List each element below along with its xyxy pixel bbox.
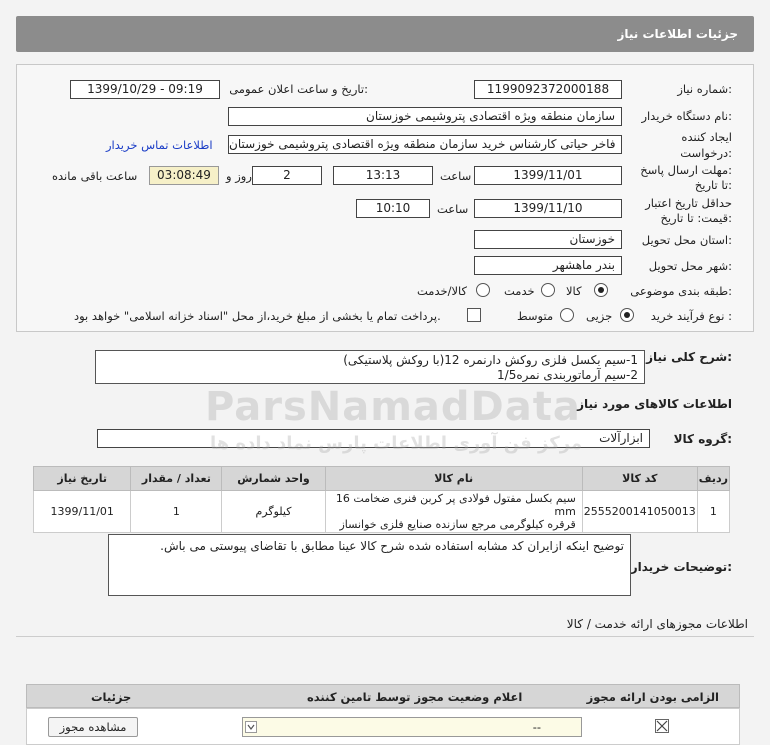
row-qty: 1 [131, 491, 222, 533]
row-unit: کیلوگرم [222, 491, 325, 533]
buyer-org-field: سازمان منطقه ویژه اقتصادی پتروشیمی خوزستان [228, 107, 622, 126]
watermark-subtext: مرکز فن آوری اطلاعات پارس نماد داده ها [210, 433, 583, 454]
row-date: 1399/11/01 [34, 491, 131, 533]
need-number-field: 1199092372000188 [474, 80, 622, 99]
deadline-date-field: 1399/11/01 [474, 166, 622, 185]
buyer-org-label: نام دستگاه خریدار: [641, 109, 732, 123]
deadline-label-1: مهلت ارسال پاسخ: [640, 163, 732, 177]
category-radio-service[interactable] [541, 283, 555, 297]
category-option-service: خدمت [504, 284, 535, 298]
remaining-timer: 03:08:49 [149, 166, 219, 185]
goods-group-field: ابزارآلات [97, 429, 650, 448]
divider [16, 636, 754, 637]
summary-label: شرح کلی نیاز: [646, 350, 732, 364]
col-unit: واحد شمارش [222, 467, 325, 491]
required-checkbox [655, 719, 669, 733]
goods-group-label: گروه کالا: [673, 432, 732, 446]
buyer-contact-link[interactable]: اطلاعات تماس خریدار [106, 138, 213, 152]
permits-col-status: اعلام وضعیت مجوز توسط تامین کننده [307, 690, 523, 704]
col-qty: تعداد / مقدار [131, 467, 222, 491]
summary-line-1: 1-سیم بکسل فلزی روکش دارنمره 12(با روکش پلاستیکی) [343, 353, 638, 367]
validity-date-field: 1399/11/10 [474, 199, 622, 218]
process-radio-medium[interactable] [560, 308, 574, 322]
table-row [34, 491, 730, 533]
treasury-payment-note: پرداخت تمام یا بخشی از مبلغ خرید،از محل "اسناد خزانه اسلامی" خواهد بود. [74, 309, 441, 323]
category-label: طبقه بندی موضوعی: [630, 284, 732, 298]
watermark-text: ParsNamadData [205, 384, 581, 430]
city-field: بندر ماهشهر [474, 256, 622, 275]
announce-field: 1399/10/29 - 09:19 [70, 80, 220, 99]
col-index: ردیف [697, 467, 729, 491]
col-code: کد کالا [582, 467, 697, 491]
col-name: نام کالا [325, 467, 582, 491]
process-option-minor: جزیی [586, 309, 613, 323]
row-index: 1 [697, 491, 729, 533]
province-field: خوزستان [474, 230, 622, 249]
permits-col-details: جزئیات [91, 690, 132, 704]
permit-status-value: -- [532, 720, 541, 734]
category-option-goods-service: کالا/خدمت [417, 284, 468, 298]
buyer-notes-box: توضیح اینکه ازایران کد مشابه استفاده شده شرح کالا عینا مطابق با تقاضای پیوستی می باش. [108, 534, 631, 596]
remaining-label: ساعت باقی مانده [52, 169, 138, 183]
validity-time-field: 10:10 [356, 199, 430, 218]
col-date: تاریخ نیاز [34, 467, 131, 491]
creator-field: فاخر حیاتی کارشناس خرید سازمان منطقه ویژه اقتصادی پتروشیمی خوزستان [228, 135, 622, 154]
permits-table-header [26, 684, 740, 708]
row-name-line-2: قرقره کیلوگرمی مرجع سازنده صنایع فلزی خوانساز [339, 518, 576, 531]
deadline-label-2: تا تاریخ: [694, 178, 732, 192]
validity-label-2: قیمت: تا تاریخ: [660, 211, 732, 225]
treasury-payment-checkbox[interactable] [467, 308, 481, 322]
summary-line-2: 2-سیم آرماتوربندی نمره1/5 [497, 368, 638, 382]
city-label: شهر محل تحویل: [648, 259, 732, 273]
goods-table [33, 466, 730, 533]
need-number-label: شماره نیاز: [677, 82, 732, 96]
category-radio-goods[interactable] [594, 283, 608, 297]
category-option-goods: کالا [566, 284, 582, 298]
view-permit-button[interactable]: مشاهده مجوز [48, 717, 138, 737]
goods-section-title: اطلاعات کالاهای مورد نیاز [577, 397, 732, 411]
process-radio-minor[interactable] [620, 308, 634, 322]
row-code: 2555200141050013 [582, 491, 697, 533]
row-name-line-1: سیم بکسل مفتول فولادی پر کربن فنری ضخامت 16 mm [335, 492, 576, 518]
permits-col-required: الزامی بودن ارائه مجوز [586, 690, 719, 704]
permits-row [26, 708, 740, 745]
days-label: روز و [226, 169, 252, 183]
permit-status-select[interactable] [242, 717, 582, 737]
row-name [325, 491, 582, 533]
permits-title: اطلاعات مجوزهای ارائه خدمت / کالا [566, 617, 748, 631]
validity-time-label: ساعت [437, 202, 469, 216]
days-field: 2 [252, 166, 322, 185]
category-radio-goods-service[interactable] [476, 283, 490, 297]
page-title: جزئیات اطلاعات نیاز [617, 27, 738, 41]
deadline-time-label: ساعت [440, 169, 472, 183]
summary-box [95, 350, 645, 384]
deadline-time-field: 13:13 [333, 166, 433, 185]
chevron-down-icon [245, 721, 257, 733]
process-label: نوع فرآیند خرید : [650, 309, 732, 323]
province-label: استان محل تحویل: [641, 233, 732, 247]
process-option-medium: متوسط [517, 309, 554, 323]
announce-label: تاریخ و ساعت اعلان عمومی: [229, 82, 368, 96]
creator-label-1: ایجاد کننده [681, 130, 732, 144]
creator-label-2: درخواست: [680, 146, 732, 160]
page-header [16, 16, 754, 52]
validity-label-1: حداقل تاریخ اعتبار [645, 196, 732, 210]
goods-table-header [34, 467, 730, 491]
buyer-notes-label: توضیحات خریدار: [630, 560, 732, 574]
